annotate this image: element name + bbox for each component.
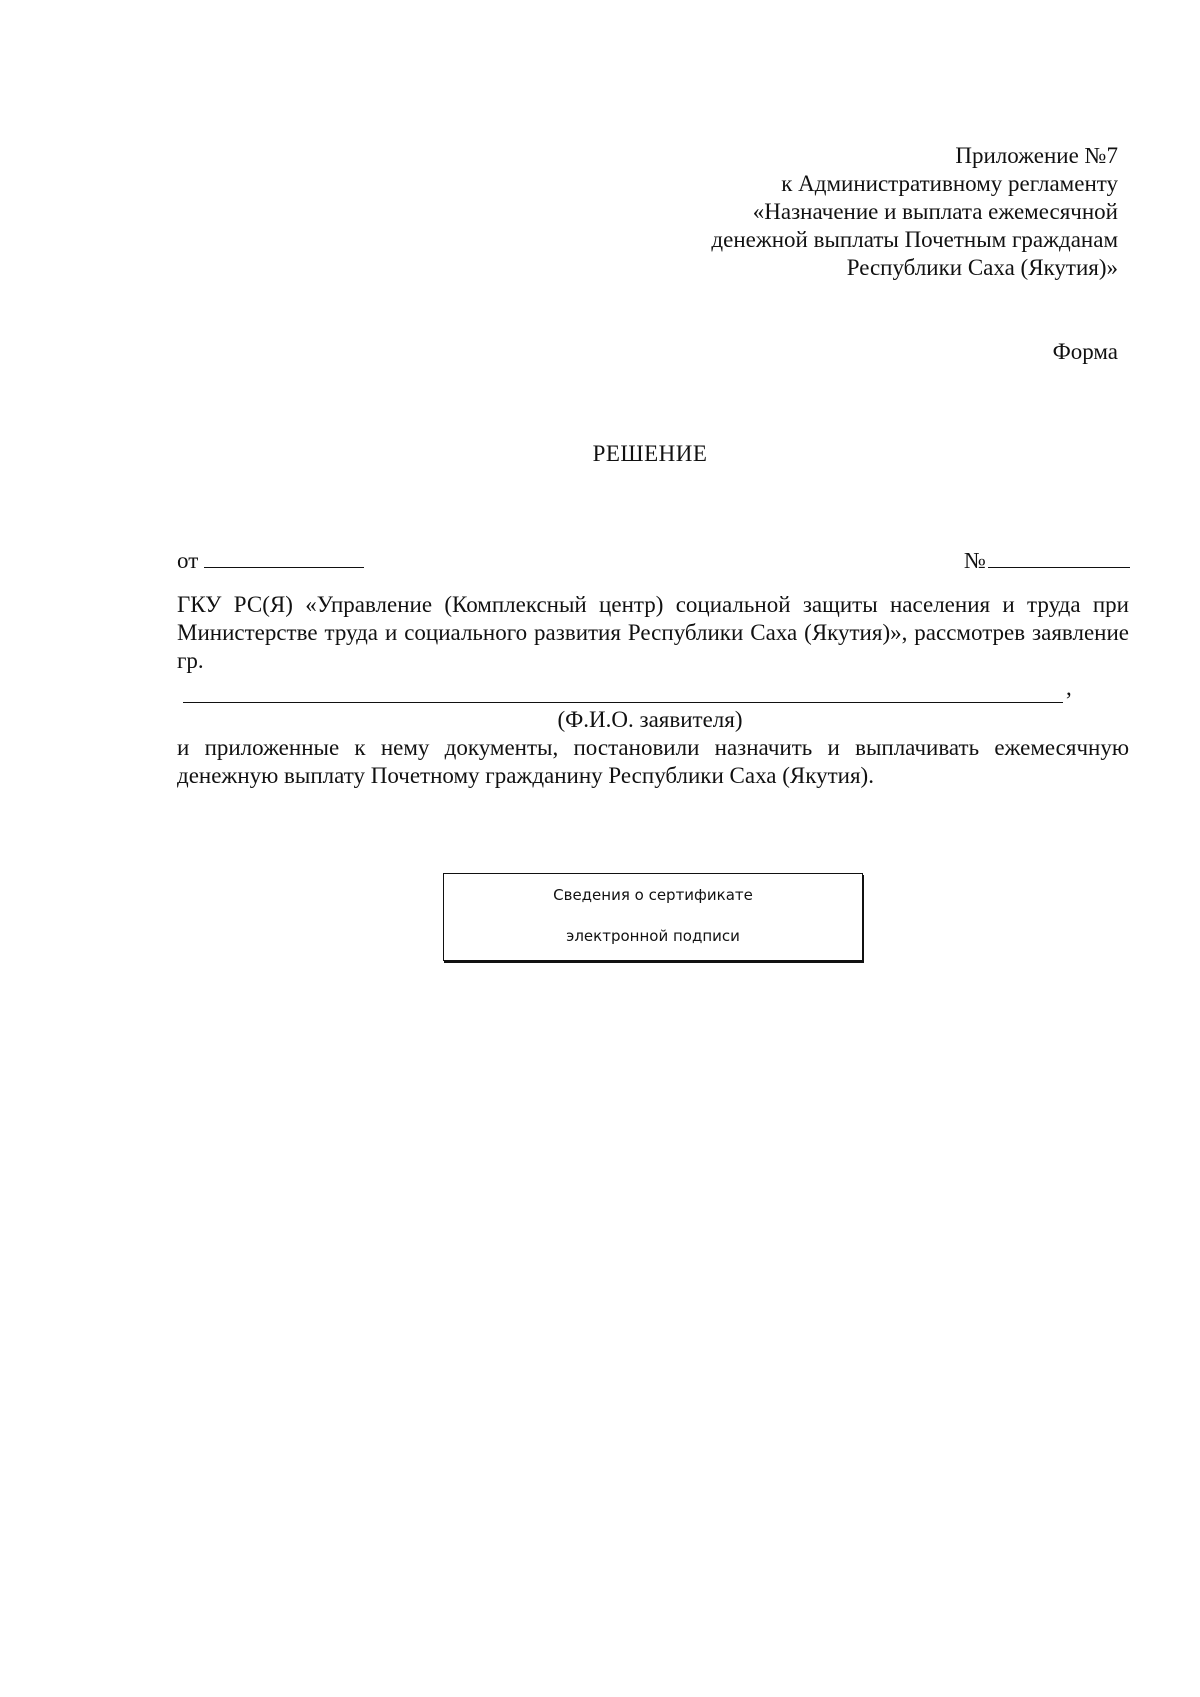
date-blank-line	[204, 547, 364, 568]
applicant-name-caption: (Ф.И.О. заявителя)	[557, 707, 743, 732]
signature-box-line: Сведения о сертификате	[553, 886, 753, 904]
date-prefix: от	[177, 548, 199, 573]
electronic-signature-box	[443, 873, 863, 961]
document-title: РЕШЕНИЕ	[592, 441, 708, 466]
number-prefix: №	[964, 548, 986, 573]
appendix-line: «Назначение и выплата ежемесячной	[752, 199, 1118, 224]
applicant-name-blank-line	[183, 676, 1063, 703]
appendix-line: Приложение №7	[955, 143, 1118, 168]
appendix-line: к Административному регламенту	[781, 171, 1118, 196]
appendix-header	[711, 142, 1118, 282]
paragraph-intro: ГКУ РС(Я) «Управление (Комплексный центр) социальной защиты населения и труда при Министерстве труда и социального развития Республики Саха (Якутия)», рассмотрев заявление гр.	[177, 592, 1129, 673]
number-field	[964, 547, 1130, 575]
form-label: Форма	[1052, 339, 1118, 364]
paragraph-decision: и приложенные к нему документы, постановили назначить и выплачивать ежемесячную денежную выплату Почетному гражданину Республики Саха (Якутия).	[177, 735, 1129, 788]
signature-box-line: электронной подписи	[566, 927, 740, 945]
fio-line-comma: ,	[1066, 675, 1072, 700]
appendix-line: Республики Саха (Якутия)»	[846, 255, 1118, 280]
date-field	[177, 547, 364, 575]
appendix-line: денежной выплаты Почетным гражданам	[711, 227, 1118, 252]
number-blank-line	[988, 547, 1130, 568]
